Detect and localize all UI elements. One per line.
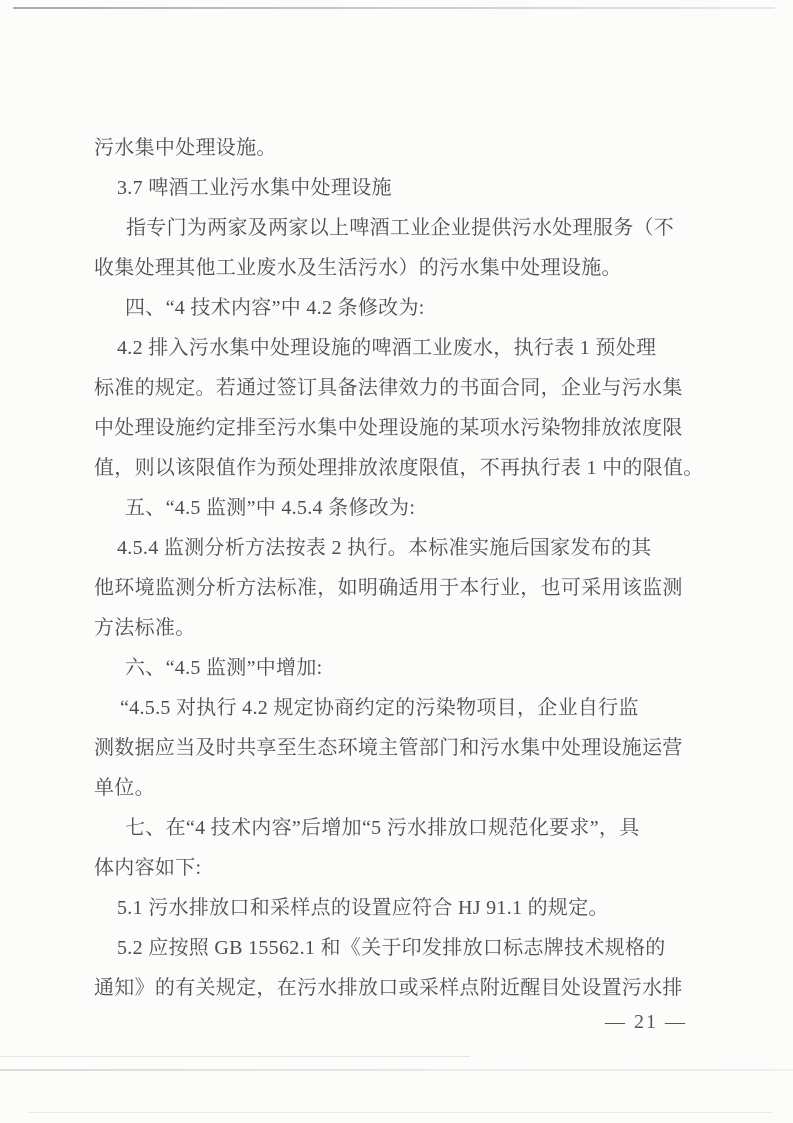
text-line: 中处理设施约定排至污水集中处理设施的某项水污染物排放浓度限 <box>94 417 683 439</box>
scan-artifact-line-top <box>13 7 775 9</box>
text-line: 指专门为两家及两家以上啤酒工业企业提供污水处理服务（不 <box>126 217 675 239</box>
page-number: — 21 — <box>605 1011 687 1033</box>
text-line: 测数据应当及时共享至生态环境主管部门和污水集中处理设施运营 <box>94 737 683 759</box>
text-line: 通知》的有关规定，在污水排放口或采样点附近醒目处设置污水排 <box>94 977 683 999</box>
text-line: 污水集中处理设施。 <box>94 137 277 159</box>
text-line: 5.2 应按照 GB 15562.1 和《关于印发排放口标志牌技术规格的 <box>117 937 666 959</box>
text-line: 3.7 啤酒工业污水集中处理设施 <box>117 177 392 199</box>
text-line: 4.5.4 监测分析方法按表 2 执行。本标准实施后国家发布的其 <box>117 537 652 559</box>
text-line: 标准的规定。若通过签订具备法律效力的书面合同，企业与污水集 <box>94 377 683 399</box>
text-line: 收集处理其他工业废水及生活污水）的污水集中处理设施。 <box>94 257 622 279</box>
text-line: 七、在“4 技术内容”后增加“5 污水排放口规范化要求”，具 <box>125 817 640 839</box>
text-line: 值，则以该限值作为预处理排放浓度限值，不再执行表 1 中的限值。 <box>94 457 704 479</box>
text-line: 六、“4.5 监测”中增加: <box>125 657 323 679</box>
scan-artifact-line-bottom-2 <box>0 1069 793 1071</box>
text-line: 4.2 排入污水集中处理设施的啤酒工业废水，执行表 1 预处理 <box>117 337 657 359</box>
text-line: 体内容如下: <box>94 857 202 879</box>
text-line: 单位。 <box>94 777 155 799</box>
text-line: 五、“4.5 监测”中 4.5.4 条修改为: <box>125 497 416 519</box>
text-line: 四、“4 技术内容”中 4.2 条修改为: <box>125 297 425 319</box>
text-line: 他环境监测分析方法标准，如明确适用于本行业，也可采用该监测 <box>94 577 683 599</box>
scan-artifact-line-bottom-1 <box>0 1056 470 1057</box>
text-line: 5.1 污水排放口和采样点的设置应符合 HJ 91.1 的规定。 <box>117 897 609 919</box>
scan-artifact-line-bottom-3 <box>28 1112 773 1113</box>
text-line: “4.5.5 对执行 4.2 规定协商约定的污染物项目，企业自行监 <box>120 697 639 719</box>
text-line: 方法标准。 <box>94 617 196 639</box>
document-body <box>94 128 704 1008</box>
